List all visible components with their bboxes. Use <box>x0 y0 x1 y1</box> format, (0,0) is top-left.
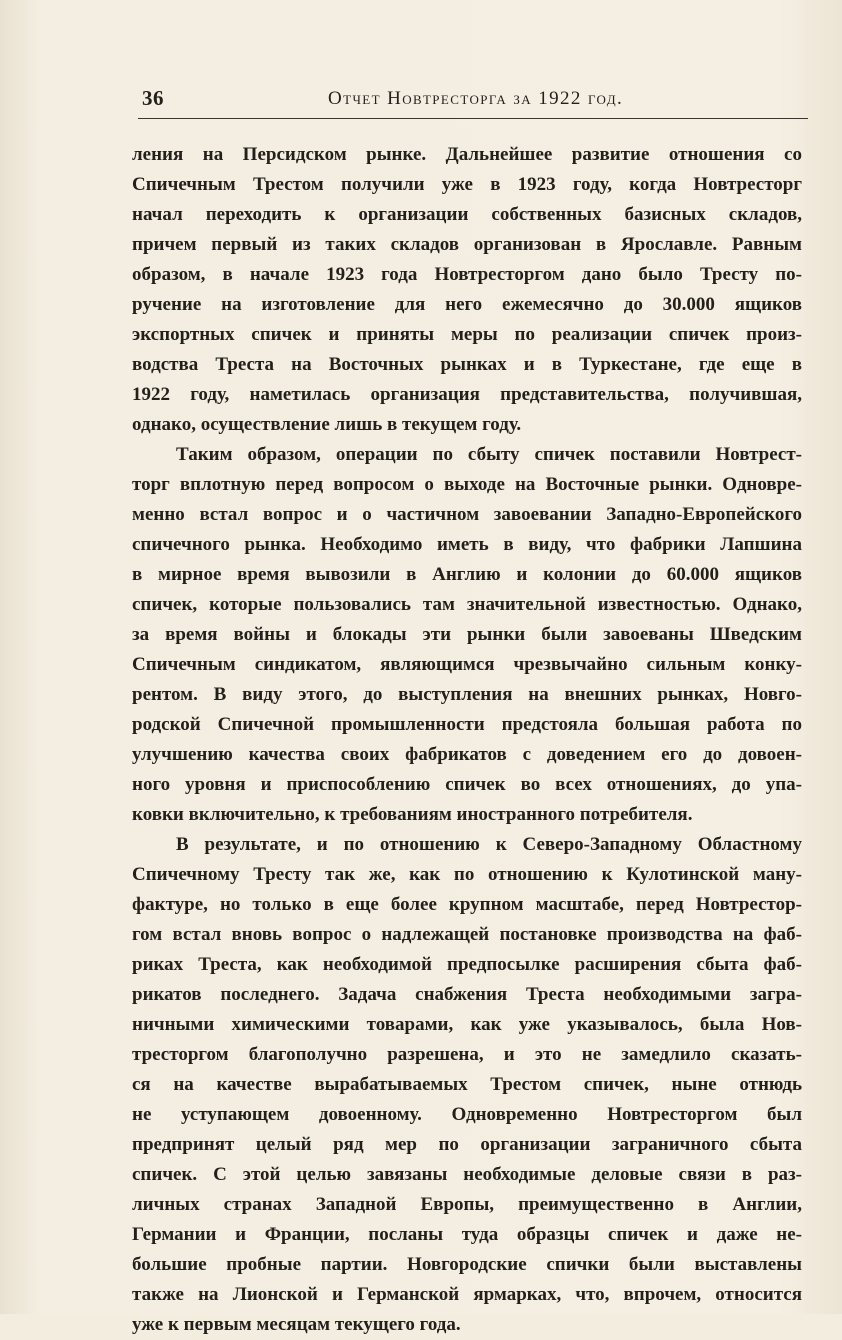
text-line: уже к первым месяцам текущего года. <box>132 1314 461 1335</box>
text-line: Спичечным синдикатом, являющимся чрезвычайно сильным конку- <box>132 654 802 675</box>
text-line: однако, осуществление лишь в текущем году. <box>132 414 522 435</box>
text-line: Спичечному Тресту так же, как по отношению к Кулотинской ману- <box>132 864 802 885</box>
text-line: Германии и Франции, посланы туда образцы спичек и даже не- <box>132 1224 802 1245</box>
running-head <box>138 86 808 116</box>
text-line: спичек, которые пользовались там значительной известностью. Однако, <box>132 594 802 615</box>
text-line: тресторгом благополучно разрешена, и это не замедлило сказать- <box>132 1044 802 1065</box>
text-line: 1922 году, наметилась организация представительства, получившая, <box>132 384 802 405</box>
text-line: улучшению качества своих фабрикатов с доведением его до довоен- <box>132 744 802 765</box>
text-line: экспортных спичек и приняты меры по реализации спичек произ- <box>132 324 802 345</box>
text-line: торг вплотную перед вопросом о выходе на Восточные рынки. Одновре- <box>132 474 802 495</box>
text-line: также на Лионской и Германской ярмарках, что, впрочем, относится <box>132 1284 802 1305</box>
text-line: ления на Персидском рынке. Дальнейшее развитие отношения со <box>132 144 802 165</box>
header-rule <box>138 118 808 119</box>
text-line: ручение на изготовление для него ежемесячно до 30.000 ящиков <box>132 294 802 315</box>
text-line: за время войны и блокады эти рынки были завоеваны Шведским <box>132 624 802 645</box>
text-line: большие пробные партии. Новгородские спички были выставлены <box>132 1254 802 1275</box>
text-line: фактуре, но только в еще более крупном масштабе, перед Новтрестор- <box>132 894 802 915</box>
text-line: В результате, и по отношению к Северо-Западному Областному <box>176 834 802 855</box>
text-line: ся на качестве вырабатываемых Трестом спичек, ныне отнюдь <box>132 1074 802 1095</box>
text-line: Спичечным Трестом получили уже в 1923 году, когда Новтресторг <box>132 174 802 195</box>
text-line: родской Спичечной промышленности предстояла большая работа по <box>132 714 802 735</box>
text-line: риках Треста, как необходимой предпосылке расширения сбыта фаб- <box>132 954 802 975</box>
text-line: рикатов последнего. Задача снабжения Треста необходимыми загра- <box>132 984 802 1005</box>
text-line: рентом. В виду этого, до выступления на внешних рынках, Новго- <box>132 684 802 705</box>
text-line: ничными химическими товарами, как уже указывалось, была Нов- <box>132 1014 802 1035</box>
text-line: причем первый из таких складов организован в Ярославле. Равным <box>132 234 802 255</box>
text-line: ного уровня и приспособлению спичек во всех отношениях, до упа- <box>132 774 802 795</box>
text-line: Таким образом, операции по сбыту спичек поставили Новтрест- <box>176 444 802 465</box>
text-line: в мирное время вывозили в Англию и колонии до 60.000 ящиков <box>132 564 802 585</box>
text-line: ковки включительно, к требованиям иностранного потребителя. <box>132 804 693 825</box>
text-line: личных странах Западной Европы, преимущественно в Англии, <box>132 1194 802 1215</box>
text-line: спичек. С этой целью завязаны необходимые деловые связи в раз- <box>132 1164 802 1185</box>
text-line: спичечного рынка. Необходимо иметь в виду, что фабрики Лапшина <box>132 534 802 555</box>
running-head-title: Отчет Новтресторга за 1922 год. <box>328 88 624 109</box>
body-text <box>132 140 802 1340</box>
text-line: начал переходить к организации собственных базисных складов, <box>132 204 802 225</box>
text-line: предпринят целый ряд мер по организации заграничного сбыта <box>132 1134 802 1155</box>
text-line: гом встал вновь вопрос о надлежащей постановке производства на фаб- <box>132 924 802 945</box>
text-line: менно встал вопрос и о частичном завоевании Западно-Европейского <box>132 504 802 525</box>
text-line: не уступающем довоенному. Одновременно Новтресторгом был <box>132 1104 802 1125</box>
text-line: образом, в начале 1923 года Новтресторгом дано было Тресту по- <box>132 264 802 285</box>
page-number: 36 <box>142 86 164 110</box>
text-line: водства Треста на Восточных рынках и в Туркестане, где еще в <box>132 354 802 375</box>
